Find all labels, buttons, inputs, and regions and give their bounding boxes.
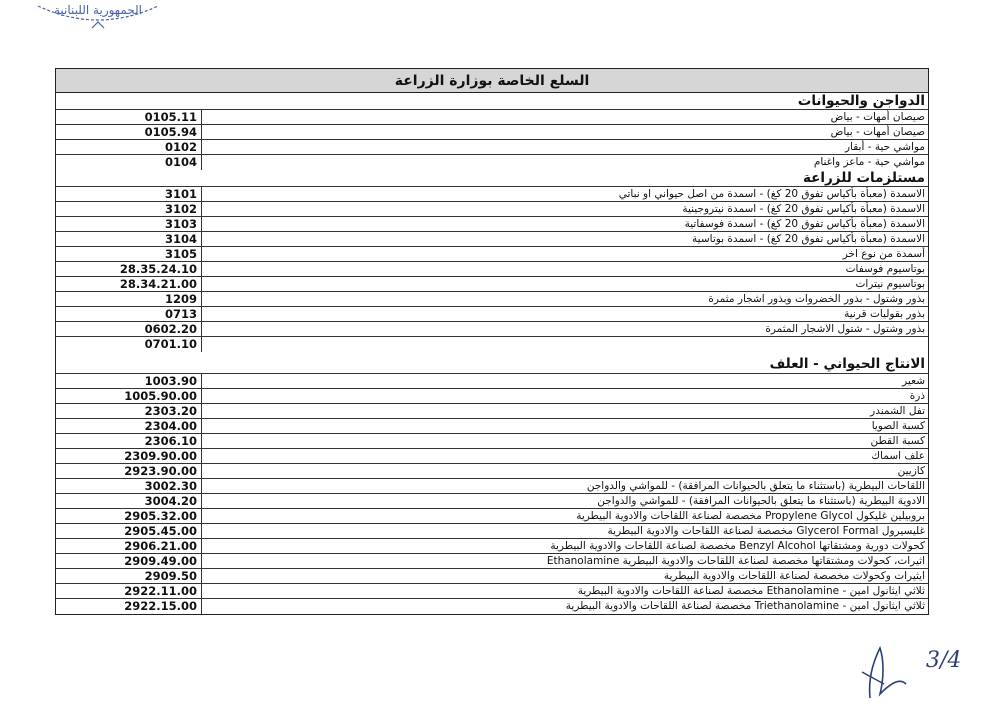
tariff-code: 1003.90 [56, 374, 202, 388]
table-row [56, 337, 928, 352]
table-row [56, 479, 928, 494]
tariff-code: 3002.30 [56, 479, 202, 493]
table-row [56, 374, 928, 389]
item-description: صيصان أمهات - بياض [830, 111, 925, 123]
table-row [56, 494, 928, 509]
tariff-code: 0104 [56, 155, 202, 170]
item-description: اثيرات، كحولات ومشتقاتها مخصصة لصناعة اللقاحات والادوية البيطرية Ethanolamine [546, 555, 925, 567]
table-row [56, 322, 928, 337]
table-row [56, 307, 928, 322]
table-row [56, 247, 928, 262]
section-heading: الدواجن والحيوانات [56, 93, 928, 110]
table-row [56, 262, 928, 277]
table-title: السلع الخاصة بوزارة الزراعة [56, 69, 928, 93]
item-description: الادوية البيطرية (باستثناء ما يتعلق بالحيوانات المرافقة) - للمواشي والدواجن [597, 495, 925, 507]
item-description: الاسمدة (معبأة بأكياس تفوق 20 كغ) - اسمدة فوسفاتية [684, 218, 925, 230]
tariff-code: 2923.90.00 [56, 464, 202, 478]
tariff-code: 3102 [56, 202, 202, 216]
tariff-code: 3004.20 [56, 494, 202, 508]
item-description: ثلاثي ايثانول امين - Ethanolamine مخصصة لصناعة اللقاحات والادوية البيطرية [577, 585, 925, 597]
table-row [56, 569, 928, 584]
tariff-code: 3105 [56, 247, 202, 261]
item-description: الاسمدة (معبأة بأكياس تفوق 20 كغ) - اسمدة نيتروجينية [682, 203, 925, 215]
item-description: بذور وشتول - شتول الاشجار المثمرة [765, 323, 925, 335]
item-description [202, 337, 928, 352]
item-description: بذور وشتول - بذور الخضروات وبذور اشجار مثمرة [708, 293, 925, 305]
table-row [56, 202, 928, 217]
table-row [56, 217, 928, 232]
item-description: تفل الشمندر [870, 405, 925, 417]
item-description: كسبة القطن [870, 435, 925, 447]
tariff-code: 2304.00 [56, 419, 202, 433]
table-row [56, 155, 928, 170]
table-row [56, 584, 928, 599]
tariff-code: 0701.10 [56, 337, 202, 352]
table-row [56, 110, 928, 125]
tariff-code: 2906.21.00 [56, 539, 202, 553]
seal-text: الجمهورية اللبنانية [53, 3, 143, 17]
tariff-code: 2922.15.00 [56, 599, 202, 614]
section-heading: الانتاج الحيواني - العلف [56, 352, 928, 374]
tariff-code: 1005.90.00 [56, 389, 202, 403]
table-row [56, 599, 928, 614]
page-number: 3/4 [926, 648, 962, 673]
item-description: كسبة الصويا [871, 420, 925, 432]
tariff-code: 2309.90.00 [56, 449, 202, 463]
tariff-code: 1209 [56, 292, 202, 306]
tariff-code: 2306.10 [56, 434, 202, 448]
item-description: أسمدة من نوع اخر [842, 248, 925, 260]
republic-seal [28, 0, 168, 34]
tariff-code: 3104 [56, 232, 202, 246]
tariff-code: 2922.11.00 [56, 584, 202, 598]
tariff-code: 2909.50 [56, 569, 202, 583]
tariff-code: 0102 [56, 140, 202, 154]
section-heading: مستلزمات للزراعة [56, 170, 928, 187]
table-row [56, 524, 928, 539]
table-row [56, 232, 928, 247]
table-row [56, 187, 928, 202]
item-description: اللقاحات البيطرية (باستثناء ما يتعلق بالحيوانات المرافقة) - للمواشي والدواجن [586, 480, 925, 492]
table-row [56, 419, 928, 434]
item-description: مواشي حية - ماعز واغنام [813, 156, 925, 168]
table-row [56, 389, 928, 404]
commodities-table [55, 68, 929, 615]
item-description: الاسمدة (معبأة بأكياس تفوق 20 كغ) - اسمدة بوتاسية [692, 233, 925, 245]
tariff-code: 3101 [56, 187, 202, 201]
tariff-code: 0105.11 [56, 110, 202, 124]
table-row [56, 464, 928, 479]
table-row [56, 449, 928, 464]
table-row [56, 554, 928, 569]
tariff-code: 0713 [56, 307, 202, 321]
table-row [56, 277, 928, 292]
item-description: ثلاثي ايثانول امين - Triethanolamine مخصصة لصناعة اللقاحات والادوية البيطرية [565, 600, 925, 612]
table-row [56, 125, 928, 140]
table-row [56, 140, 928, 155]
item-description: كحولات دورية ومشتقاتها Benzyl Alcohol مخصصة لصناعة اللقاحات والادوية البيطرية [550, 540, 925, 552]
table-row [56, 509, 928, 524]
table-row [56, 539, 928, 554]
item-description: شعير [902, 375, 925, 387]
item-description: بروبيلين غليكول Propylene Glycol مخصصة لصناعة اللقاحات والادوية البيطرية [576, 510, 925, 522]
table-row [56, 404, 928, 419]
tariff-code: 0602.20 [56, 322, 202, 336]
item-description: ذرة [909, 390, 925, 402]
tariff-code: 0105.94 [56, 125, 202, 139]
item-description: بذور بقوليات قرنية [844, 308, 925, 320]
tariff-code: 2905.32.00 [56, 509, 202, 523]
table-row [56, 292, 928, 307]
item-description: صيصان أمهات - بياض [830, 126, 925, 138]
tariff-code: 3103 [56, 217, 202, 231]
item-description: بوتاسيوم فوسفات [845, 263, 925, 275]
item-description: الاسمدة (معبأة بأكياس تفوق 20 كغ) - اسمدة من اصل حيواني او نباتي [618, 188, 925, 200]
item-description: كازيين [897, 465, 925, 477]
table-row [56, 434, 928, 449]
item-description: ايثيرات وكحولات مخصصة لصناعة اللقاحات والادوية البيطرية [663, 570, 925, 582]
tariff-code: 2909.49.00 [56, 554, 202, 568]
item-description: بوتاسيوم نيترات [855, 278, 925, 290]
tariff-code: 28.34.21.00 [56, 277, 202, 291]
item-description: مواشي حية - أبقار [844, 141, 925, 153]
tariff-code: 2303.20 [56, 404, 202, 418]
item-description: غليسيرول Glycerol Formal مخصصة لصناعة اللقاحات والادوية البيطرية [607, 525, 925, 537]
tariff-code: 2905.45.00 [56, 524, 202, 538]
tariff-code: 28.35.24.10 [56, 262, 202, 276]
item-description: علف اسماك [871, 450, 925, 462]
